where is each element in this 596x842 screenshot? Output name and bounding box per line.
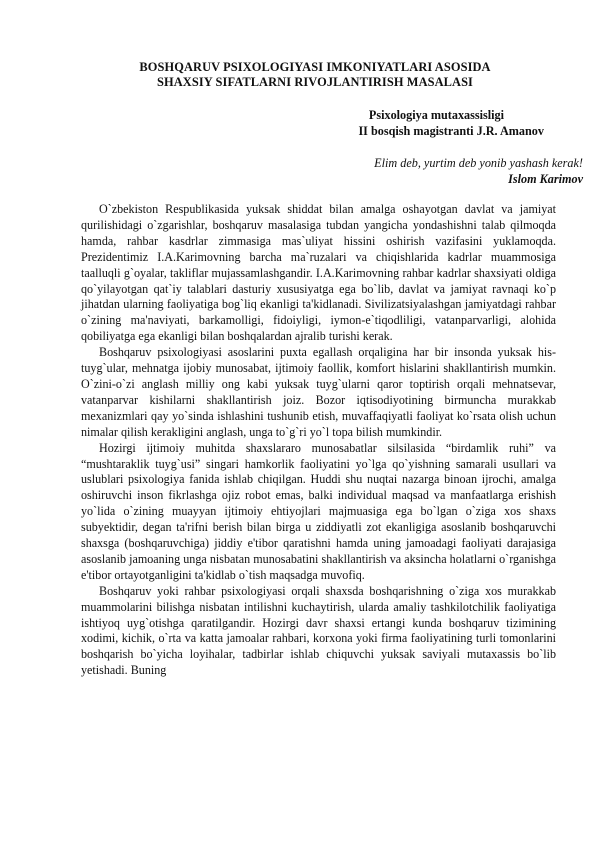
article-body — [81, 202, 556, 679]
paragraph: O`zbekiston Respublikasida yuksak shiddat bilan amalga oshayotgan davlat va jamiyat qurilishidagi o`zgarishlar, boshqaruv masalasiga tubdan yangicha yondashishni talab qilmoqda hamda, rahbar kasdrlar zimmasiga mas`uliyat hissini oshirish vazifasini yuklamoqda. Prezidentimiz I.A.Karimovning barcha ma`ruzalari va chiqishlarida kadrlar muammosiga taalluqli g`oyalar, takliflar mujassamlashgandir. I.A.Karimovning rahbar kadrlar shaxsiyati oldiga qo`yilayotgan qat`iy talablari dasturiy xususiyatga ega bo`lib, davlat va jamiyat ravnaqi ko`p jihatdan ularning faoliyatiga bog`liq ekanligi ta'kidlanadi. Sivilizatsiyalashgan jamiyatdagi rahbar o`zining ma'naviyati, barkamolligi, fidoiyligi, iymon-e`tiqodliligi, vatanparvarligi, alohida qobiliyatga ega ekanligi bilan boshqalardan ajralib turishi kerak. — [81, 202, 556, 344]
epigraph-author: Islom Karimov — [508, 171, 583, 186]
author-name: II bosqish magistranti J.R. Amanov — [358, 123, 544, 138]
paragraph: Boshqaruv yoki rahbar psixologiyasi orqali shaxsda boshqarishning o`ziga xos murakkab muammolarini bilishga nisbatan intilishni kuchaytirish, ularda amaliy tashkilotchilik faoliyatiga ishtiyoq uyg`otishga qaratilgandir. Hozirgi davr shaxsi ertangi kunda boshqaruv tizimining xodimi, kichik, o`rta va katta jamoalar rahbari, korxona yoki firma faoliyatining turli tomonlarini boshqarish bo`yicha loyihalar, tadbirlar ishlab chiquvchi yuksak saviyali mutaxassis bo`lib yetishadi. Buning — [81, 583, 556, 678]
epigraph-quote: Elim deb, yurtim deb yonib yashash kerak! — [374, 156, 583, 170]
article-title — [80, 60, 550, 90]
title-line-1: BOSHQARUV PSIXOLOGIYASI IMKONIYATLARI ASOSIDA — [139, 60, 491, 74]
epigraph — [374, 156, 583, 187]
title-line-2: SHAXSIY SIFATLARNI RIVOJLANTIRISH MASALASI — [157, 75, 473, 89]
paragraph: Hozirgi ijtimoiy muhitda shaxslararo munosabatlar silsilasida “birdamlik ruhi” va “mushtaraklik tuyg`usi” singari hamkorlik faoliyatini yo`lga qo`yishning samarali usullari va uslublari psixologiya fanida ishlab chiqilgan. Huddi shu nuqtai nazarga binoan ijrochi, amalga oshiruvchi inson fikrlashga ojiz robot emas, balki individual maqsad va manfaatlarga erishish yo`lida o`zining muayyan ijtimoiy ehtiyojlari majmuasiga ega bo`lgan o`ziga xos shaxs subyektidir, degan ta'rifni berish bilan birga u ziddiyatli zot ekanligiga asoslanib boshqaruvchi shaxsga (boshqaruvchiga) jiddiy e'tibor qaratishni hamda uning jamoadagi faoliyati darajasiga asoslanib jamoaning unga nisbatan munosabatini shakllantirish va aksincha holatlarni o`rganishga e'tibor ortayotganligini ta'kidlab o`tish maqsadga muvofiq. — [81, 440, 556, 582]
author-block — [358, 108, 544, 139]
paragraph: Boshqaruv psixologiyasi asoslarini puxta egallash orqaligina har bir insonda yuksak his-tuyg`ular, mehnatga ijobiy munosabat, ijtimoiy faollik, komfort hislarini shakllantirish mumkin. O`zini-o`zi anglash milliy ong kabi yuksak tuyg`ularni qaror toptirish orqali mehnatsevar, vatanparvar kishilarni shakllantirish joiz. Bozor iqtisodiyotining birmuncha murakkab mexanizmlari qay yo`sinda ishlashini tushunib etish, muvaffaqiyatli faoliyat ko`rsata olish uchun nimalar qilish kerakligini anglash, unga to`g`ri yo`l topa bilish mumkindir. — [81, 345, 556, 439]
author-role: Psixologiya mutaxassisligi — [368, 108, 504, 122]
